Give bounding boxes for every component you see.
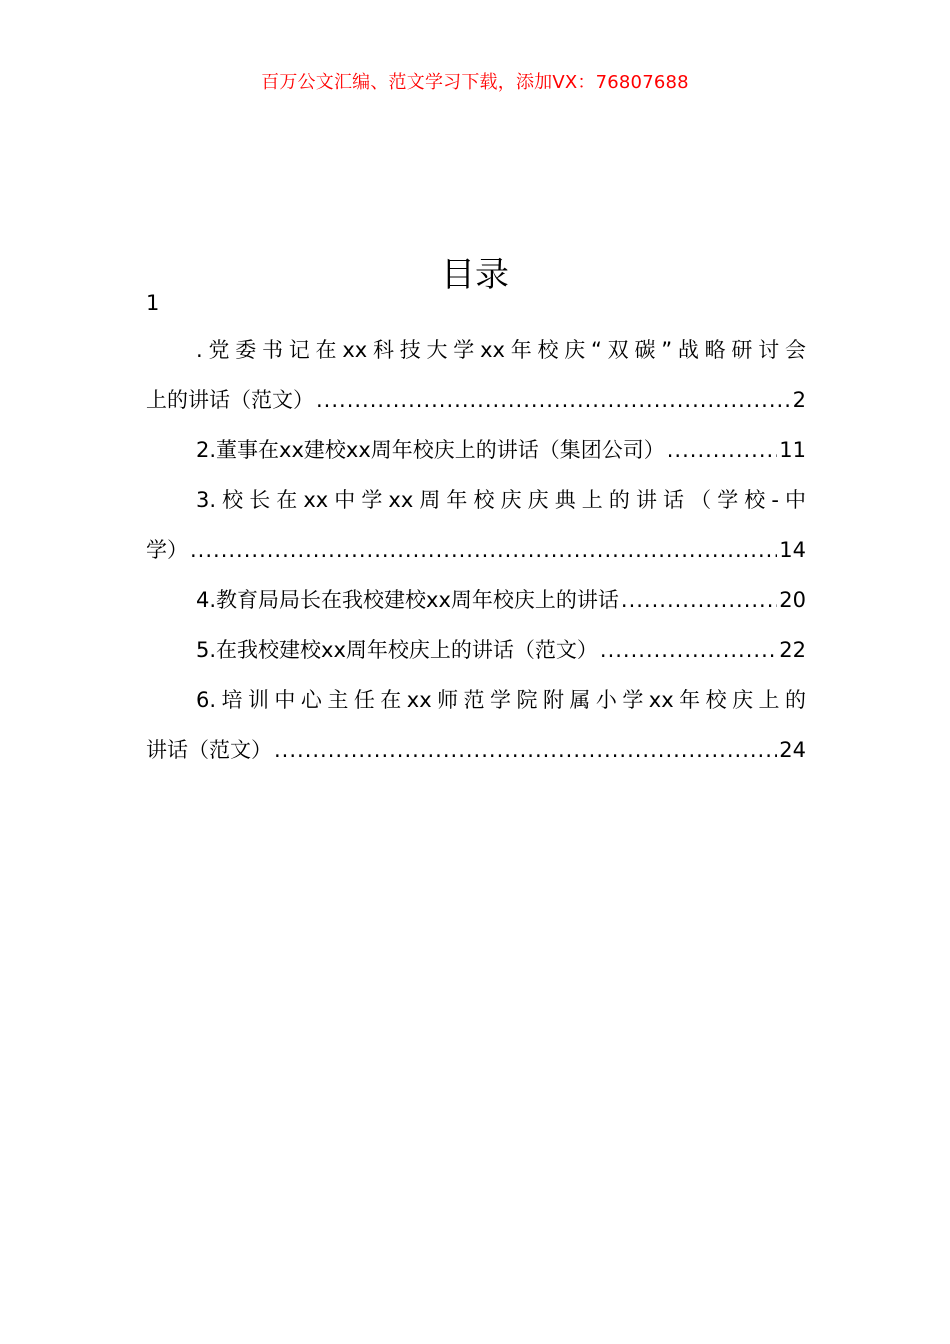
toc-entry-title-cont: 学） <box>146 538 188 562</box>
toc-entry-line2 <box>146 725 806 775</box>
toc-page-number: 14 <box>779 538 806 562</box>
toc-entry-title: 3.校长在xx中学xx周年校庆庆典上的讲话（学校-中 <box>196 488 806 512</box>
toc-marker: 1 <box>146 291 160 315</box>
toc-entry-3[interactable] <box>146 475 806 575</box>
toc-entry-title-cont: 讲话（范文） <box>146 738 272 762</box>
page-title: 目录 <box>441 254 509 295</box>
toc-page-number: 2 <box>792 388 806 412</box>
toc-entry-4[interactable] <box>146 575 806 625</box>
toc-entry-line2 <box>146 525 806 575</box>
toc-page-number: 20 <box>779 588 806 612</box>
toc-entry-6[interactable] <box>146 675 806 775</box>
table-of-contents <box>146 325 806 775</box>
toc-entry-2[interactable] <box>146 425 806 475</box>
dot-leader <box>621 575 777 625</box>
toc-page-number: 11 <box>779 438 806 462</box>
toc-entry-line2 <box>146 375 806 425</box>
toc-entry-title-cont: 上的讲话（范文） <box>146 388 314 412</box>
toc-entry-1[interactable] <box>146 325 806 425</box>
toc-entry-title: 5.在我校建校xx周年校庆上的讲话（范文） <box>196 638 598 662</box>
dot-leader <box>316 375 791 425</box>
toc-entry-title: 4.教育局局长在我校建校xx周年校庆上的讲话 <box>196 588 619 612</box>
dot-leader <box>274 725 777 775</box>
toc-page-number: 22 <box>779 638 806 662</box>
toc-entry-title: 6.培训中心主任在xx师范学院附属小学xx年校庆上的 <box>196 688 806 712</box>
dot-leader <box>600 625 777 675</box>
toc-entry-title: .党委书记在xx科技大学xx年校庆“双碳”战略研讨会 <box>196 338 806 362</box>
toc-entry-5[interactable] <box>146 625 806 675</box>
toc-entry-title: 2.董事在xx建校xx周年校庆上的讲话（集团公司） <box>196 438 665 462</box>
dot-leader <box>190 525 777 575</box>
toc-page-number: 24 <box>779 738 806 762</box>
dot-leader <box>667 425 778 475</box>
header-note: 百万公文汇编、范文学习下载，添加VX：76807688 <box>261 72 689 93</box>
